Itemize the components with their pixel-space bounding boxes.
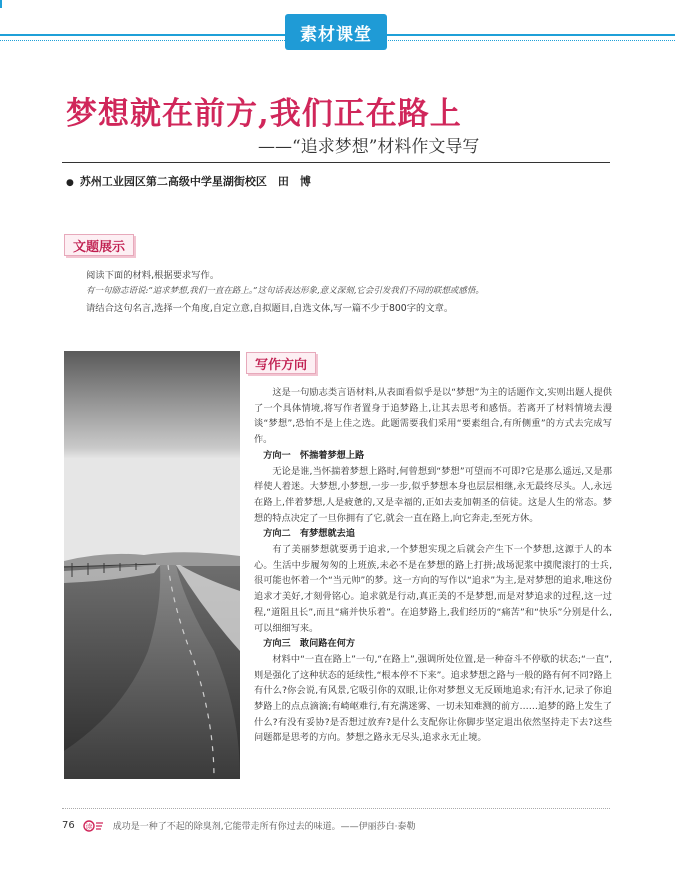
direction-three-paragraph: 材料中“一直在路上”一句,“在路上”,强调所处位置,是一种奋斗不停歇的状态;“一直”,则是强化了这种状态的延续性,“根本停不下来”。追求梦想之路与一般的路有何不同?路上有什么?你会说,有风景,它吸引你的双眼,让你对梦想义无反顾地追求;有汗水,记录了你追梦路上的点点滴滴;有崎岖难行,有充满迷雾、一切未知难测的前方……追梦的路上发生了什么?有没有妥协?是否想过放弃?是什么支配你让你脚步坚定退出依然坚持走下去?这些问题都是思考的方向。梦想之路永无尽头,追求永无止境。 (254, 653, 612, 744)
article-subtitle: ——“追求梦想”材料作文导写 (258, 137, 480, 157)
prompt-line: 阅读下面的材料,根据要求写作。 (86, 270, 220, 281)
bullet-icon: ● (66, 178, 74, 188)
byline-text: 苏州工业园区第二高级中学星湖街校区 田 博 (79, 175, 311, 188)
direction-two-heading: 方向二 有梦想就去追 (263, 528, 356, 540)
title-divider (62, 162, 610, 163)
direction-one-paragraph: 无论是谁,当怀揣着梦想上路时,何曾想到“梦想”可望而不可即?它是那么遥远,又是那样使人着迷。大梦想,小梦想,一步一步,似乎梦想本身也层层相继,永无最终尽头。人,永远在路上,伴着梦想,人是疲惫的,又是幸福的,正如去麦加朝圣的信徒。这是人生的常态。梦想的特点决定了一旦你拥有了它,就会一直在路上,向它奔走,至死方休。 (254, 465, 612, 524)
prompt-section-heading: 文题展示 (64, 234, 134, 256)
footer-quote: 成功是一种了不起的除臭剂,它能带走所有你过去的味道。——伊丽莎白·泰勒 (112, 822, 416, 832)
column-tag: 素材课堂 (285, 14, 387, 50)
page-number: 76 (62, 820, 75, 831)
corner-tick (0, 0, 2, 8)
direction-two-paragraph: 有了美丽梦想就要勇于追求,一个梦想实现之后就会产生下一个梦想,这源于人的本心。生活中步履匆匆的上班族,未必不是在梦想的路上打拼;战场泥浆中摸爬滚打的士兵,很可能也怀着一个“当元帅”的梦。这一方向的写作以“追求”为主,是对梦想的追求,唯这份追求才美好,才刻骨铭心。追求就是行动,真正美的不是梦想,而是对梦追求的过程,这一过程,“道阻且长”,而且“痛并快乐着”。在追梦路上,我们经历的“痛苦”和“快乐”分别是什么,可以细细写来。 (254, 544, 612, 634)
footer-rule (62, 808, 610, 809)
direction-three-heading: 方向三 敢问路在何方 (263, 638, 356, 650)
prompt-requirement-line: 请结合这句名言,选择一个角度,自定立意,自拟题目,自选文体,写一篇不少于800字的文章。 (86, 303, 454, 314)
direction-one-heading: 方向一 怀揣着梦想上路 (263, 449, 365, 461)
prompt-quote-line: 有一句励志语说:“追求梦想,我们一直在路上。”这句话表达形象,意义深刻,它会引发我们不同的联想或感悟。 (86, 286, 484, 296)
logo-text: 读 (85, 822, 93, 831)
page-footer (62, 819, 415, 832)
author-byline (66, 173, 311, 189)
intro-paragraph: 这是一句励志类言语材料,从表面看似乎是以“梦想”为主的话题作文,实则出题人提供了一个具体情境,将写作者置身于追梦路上,让其去思考和感悟。若离开了材料情境去漫谈“梦想”,恐怕不是上佳之选。此题需要我们采用“要素组合,有所侧重”的方式去完成写作。 (254, 387, 612, 446)
article-body (254, 385, 612, 746)
article-title: 梦想就在前方,我们正在路上 (66, 96, 462, 132)
magazine-logo-icon (83, 820, 105, 832)
road-photo (64, 351, 240, 779)
direction-section-heading: 写作方向 (246, 352, 316, 374)
